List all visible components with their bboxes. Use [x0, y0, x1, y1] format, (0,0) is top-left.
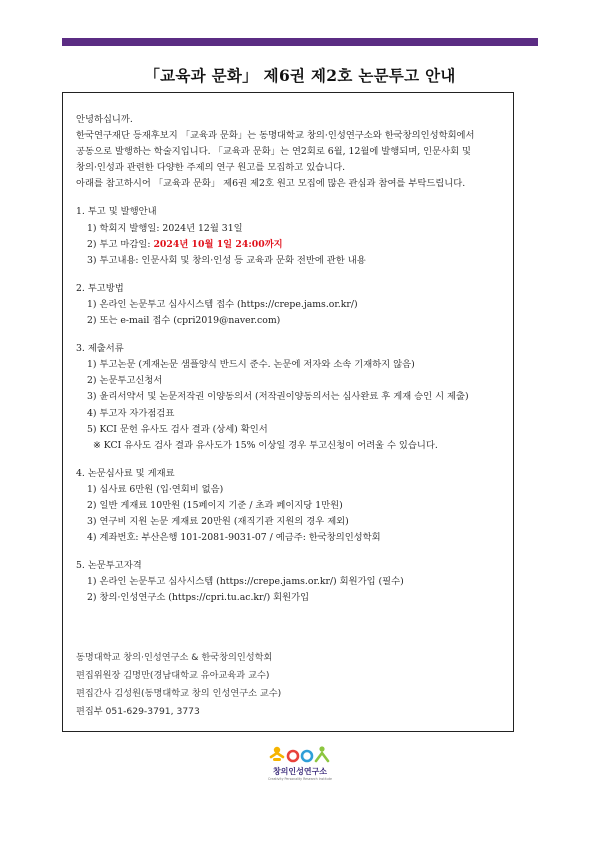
organizer-line: 동명대학교 창의·인성연구소 & 한국창의인성학회: [76, 651, 273, 663]
section-heading: 1. 투고 및 발행안내: [76, 206, 157, 218]
section-documents: [76, 341, 501, 454]
list-item: 1) 투고논문 (게재논문 샘플양식 반드시 준수. 논문에 저자와 소속 기재하지 않음): [87, 359, 415, 371]
list-item: 1) 온라인 논문투고 심사시스템 (https://crepe.jams.or.kr/) 회원가입 (필수): [87, 576, 404, 588]
section-submission-method: [76, 281, 501, 329]
list-item: 2) 창의·인성연구소 (https://cpri.tu.ac.kr/) 회원가입: [87, 592, 310, 604]
section-heading: 4. 논문심사료 및 게재료: [76, 467, 175, 479]
list-item: 2) 일반 게재료 10만원 (15페이지 기준 / 초과 페이지당 1만원): [87, 499, 343, 511]
section-heading: 2. 투고방법: [76, 282, 124, 294]
editorial-office-phone: 편집부 051-629-3791, 3773: [76, 706, 200, 718]
list-item: 1) 심사료 6만원 (입·연회비 없음): [87, 483, 224, 495]
section-submission-info: [76, 204, 501, 268]
intro-line: 한국연구재단 등재후보지 「교육과 문화」는 동명대학교 창의·인성연구소와 한국창의인성학회에서: [76, 130, 475, 142]
section-eligibility: [76, 558, 501, 606]
page-title: 「교육과 문화」 제6권 제2호 논문투고 안내: [144, 66, 456, 85]
list-item: 5) KCI 문헌 유사도 검사 결과 (상세) 확인서: [87, 423, 268, 435]
institute-logo: [250, 743, 350, 783]
logo-subtitle: Creativity Personality Research Institute: [268, 777, 332, 781]
list-item: 2) 또는 e-mail 접수 (cpri2019@naver.com): [87, 315, 281, 327]
notice-box: [62, 92, 514, 732]
deadline-date: 2024년 10월 1일 24:00까지: [153, 238, 283, 250]
list-item: 4) 투고자 자가점검표: [87, 407, 175, 419]
top-accent-bar: [62, 38, 538, 46]
managing-editor: 편집간사 김성원(동명대학교 창의 인성연구소 교수): [76, 687, 282, 699]
similarity-note: ※ KCI 유사도 검사 결과 유사도가 15% 이상일 경우 투고신청이 어려울 수 있습니다.: [93, 439, 438, 451]
editor-in-chief: 편집위원장 김명만(경남대학교 유아교육과 교수): [76, 669, 270, 681]
contact-footer: [76, 649, 501, 722]
section-heading: 3. 제출서류: [76, 343, 124, 355]
list-item: 2) 논문투고신청서: [87, 375, 163, 387]
intro-line: 아래를 참고하시어 「교육과 문화」 제6권 제2호 원고 모집에 많은 관심과 참여를 부탁드립니다.: [76, 178, 466, 190]
list-item: 3) 연구비 지원 논문 게재료 20만원 (재직기관 지원의 경우 제외): [87, 516, 349, 528]
list-item: 4) 계좌번호: 부산은행 101-2081-9031-07 / 예금주: 한국창의인성학회: [87, 532, 381, 544]
list-item: 1) 온라인 논문투고 심사시스템 접수 (https://crepe.jams.or.kr/): [87, 298, 358, 310]
logo-mark-icon: [250, 743, 350, 765]
list-item: 3) 윤리서약서 및 논문저작권 이양동의서 (저작권이양동의서는 심사완료 후 게재 승인 시 제출): [87, 391, 469, 403]
section-fees: [76, 466, 501, 546]
section-heading: 5. 논문투고자격: [76, 560, 142, 572]
intro-line: 창의·인성과 관련한 다양한 주제의 연구 원고를 모집하고 있습니다.: [76, 162, 346, 174]
deadline-label: 2) 투고 마감일:: [87, 238, 154, 250]
list-item: 3) 투고내용: 인문사회 및 창의·인성 등 교육과 문화 전반에 관한 내용: [87, 254, 366, 266]
logo-name: 창의인성연구소: [272, 767, 328, 776]
list-item: [76, 237, 501, 253]
intro-line: 공동으로 발행하는 학술지입니다. 「교육과 문화」는 연2회로 6월, 12월에 발행되며, 인문사회 및: [76, 146, 471, 158]
greeting: 안녕하십니까.: [76, 114, 133, 125]
logo-glyphs-icon: [269, 743, 331, 765]
list-item: 1) 학회지 발행일: 2024년 12월 31일: [87, 222, 243, 234]
